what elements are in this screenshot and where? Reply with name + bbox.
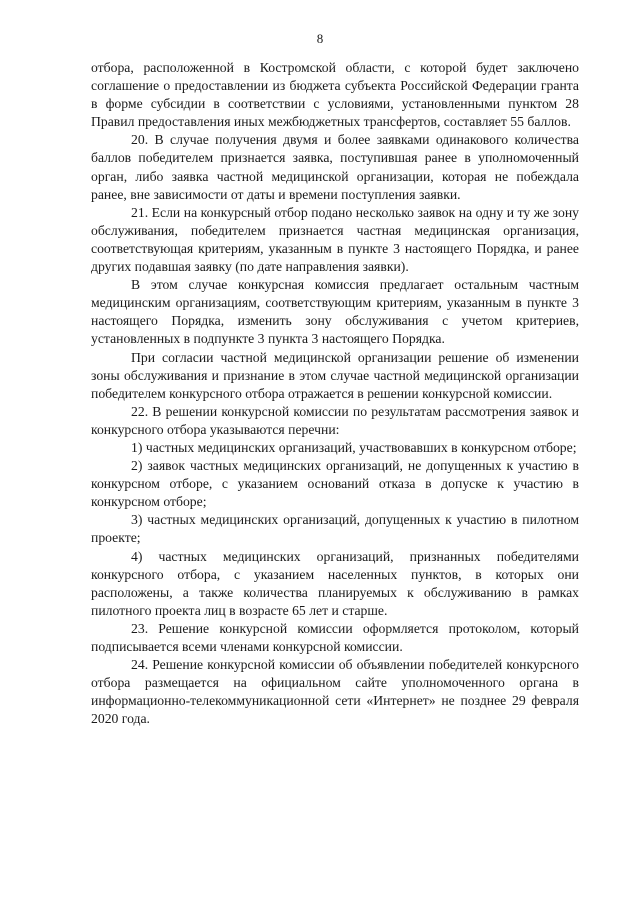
paragraph-consent: При согласии частной медицинской организации решение об изменении зоны обслуживания и признание в этом случае частной медицинской организации победителем конкурсного отбора отражается в решении конкурсной комиссии. — [91, 349, 579, 401]
paragraph-item-23: 23. Решение конкурсной комиссии оформляется протоколом, который подписывается всеми членами конкурсной комиссии. — [91, 620, 579, 654]
paragraph-item-20: 20. В случае получения двумя и более заявками одинакового количества баллов победителем признается заявка, поступившая ранее в уполномоченный орган, либо заявка частной медицинской организации, которая не побеждала ранее, вне зависимости от даты и времени поступления заявки. — [91, 132, 579, 202]
paragraph-item-24: 24. Решение конкурсной комиссии об объявлении победителей конкурсного отбора размещается на официальном сайте уполномоченного органа в информационно-телекоммуникационной сети «Интернет» не позднее 29 февраля 2020 года. — [91, 657, 579, 727]
paragraph-continuation: отбора, расположенной в Костромской области, с которой будет заключено соглашение о предоставлении из бюджета субъекта Российской Федерации гранта в форме субсидии в соответствии с условиями, установленными пунктом 28 Правил предоставления иных межбюджетных трансфертов, составляет 55 баллов. — [91, 60, 579, 130]
list-item-1: 1) частных медицинских организаций, участвовавших в конкурсном отборе; — [131, 439, 577, 455]
paragraph-commission-offer: В этом случае конкурсная комиссия предлагает остальным частным медицинским организациям, соответствующим критериям, указанным в пункте 3 настоящего Порядка, изменить зону обслуживания с учетом критериев, установленных в подпункте 3 пункта 3 настоящего Порядка. — [91, 277, 579, 347]
list-item-3: 3) частных медицинских организаций, допущенных к участию в пилотном проекте; — [91, 512, 579, 546]
page-number: 8 — [316, 31, 324, 46]
list-item-4: 4) частных медицинских организаций, признанных победителями конкурсного отбора, с указанием населенных пунктов, в которых они расположены, а также количества планируемых к обслуживанию в рамках пилотного проекта лиц в возрасте 65 лет и старше. — [91, 548, 579, 618]
document-body — [91, 59, 579, 728]
list-item-2: 2) заявок частных медицинских организаций, не допущенных к участию в конкурсном отборе, с указанием оснований отказа в допуске к участию в конкурсном отборе; — [91, 458, 579, 510]
paragraph-item-21: 21. Если на конкурсный отбор подано несколько заявок на одну и ту же зону обслуживания, победителем признается частная медицинская организация, соответствующая критериям, указанным в пункте 3 настоящего Порядка, и ранее других подавшая заявку (по дате направления заявки). — [91, 204, 579, 275]
paragraph-item-22: 22. В решении конкурсной комиссии по результатам рассмотрения заявок и конкурсного отбора указываются перечни: — [91, 403, 579, 437]
